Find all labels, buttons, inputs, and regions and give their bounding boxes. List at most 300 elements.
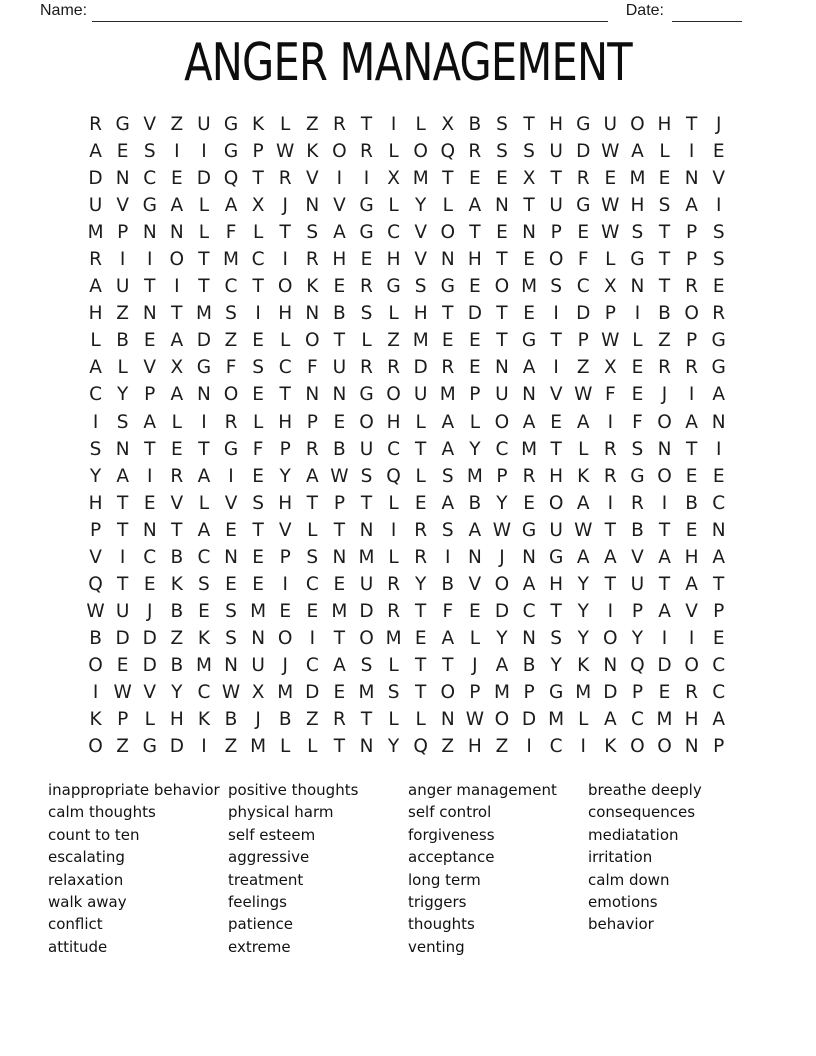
grid-cell: C (387, 222, 401, 244)
word-list-item: mediatation (588, 825, 679, 844)
word-list-item: aggressive (228, 848, 310, 867)
grid-cell: D (657, 654, 672, 676)
grid-cell: D (494, 600, 510, 622)
grid-cell: T (469, 222, 481, 244)
grid-cell: S (225, 600, 237, 622)
grid-cell: I (147, 465, 153, 487)
grid-cell: L (388, 141, 399, 163)
word-list-item: relaxation (48, 870, 124, 889)
grid-cell: T (198, 249, 210, 271)
grid-cell: N (332, 546, 347, 568)
grid-cell: Q (413, 736, 428, 758)
grid-cell: E (604, 168, 617, 190)
grid-cell: E (631, 384, 644, 406)
grid-cell: A (522, 357, 536, 379)
grid-cell: C (549, 736, 563, 758)
grid-cell: N (440, 709, 455, 731)
grid-cell: E (685, 519, 698, 541)
grid-cell: R (658, 357, 671, 379)
grid-cell: P (89, 519, 102, 541)
grid-cell: I (363, 168, 370, 190)
grid-cell: S (441, 519, 454, 541)
grid-cell: A (170, 384, 184, 406)
grid-cell: A (658, 600, 671, 622)
grid-cell: Z (576, 357, 590, 379)
grid-cell: H (88, 492, 103, 514)
grid-cell: O (169, 249, 185, 271)
word-list-item: irritation (588, 848, 653, 867)
grid-cell: T (685, 114, 698, 136)
grid-cell: W (601, 330, 620, 352)
grid-cell: G (142, 736, 157, 758)
grid-cell: U (115, 600, 130, 622)
grid-cell: L (198, 195, 210, 217)
grid-cell: C (712, 682, 726, 703)
grid-cell: S (550, 276, 563, 298)
grid-cell: W (330, 465, 349, 487)
grid-cell: O (494, 411, 510, 433)
grid-cell: P (523, 682, 535, 703)
word-list-item: consequences (588, 803, 696, 822)
grid-cell: G (548, 682, 564, 703)
grid-cell: S (360, 654, 373, 676)
grid-cell: R (89, 249, 102, 271)
grid-cell: H (386, 249, 401, 271)
grid-cell: E (469, 330, 481, 352)
grid-cell: T (116, 492, 129, 514)
grid-cell: H (332, 249, 347, 271)
grid-cell: C (143, 168, 157, 190)
grid-cell: N (440, 249, 455, 271)
grid-cell: H (278, 492, 293, 514)
grid-cell: Z (116, 303, 129, 325)
grid-cell: I (201, 141, 207, 163)
grid-cell: Y (631, 627, 644, 649)
grid-cell: U (332, 357, 347, 379)
grid-cell: A (170, 195, 184, 217)
grid-cell: Y (577, 627, 589, 649)
grid-cell: I (119, 249, 126, 271)
grid-cell: R (170, 465, 184, 487)
grid-cell: H (467, 249, 482, 271)
grid-cell: C (89, 384, 102, 406)
grid-cell: A (712, 709, 726, 731)
grid-cell: L (307, 519, 318, 541)
grid-cell: M (466, 465, 483, 487)
word-list-item: self esteem (228, 825, 316, 844)
grid-cell: B (468, 492, 482, 514)
grid-cell: S (414, 276, 427, 298)
grid-cell: A (712, 546, 726, 568)
grid-cell: G (630, 465, 645, 487)
grid-cell: G (548, 546, 564, 568)
date-fill-line (672, 5, 742, 22)
grid-cell: U (603, 114, 618, 136)
grid-cell: D (196, 168, 212, 190)
grid-cell: W (492, 519, 512, 541)
grid-cell: A (576, 411, 590, 433)
grid-cell: Z (224, 330, 238, 352)
grid-cell: I (390, 519, 397, 541)
grid-cell: A (89, 141, 102, 163)
grid-cell: T (333, 627, 346, 649)
grid-cell: N (711, 519, 726, 541)
grid-cell: H (278, 411, 293, 433)
grid-cell: A (522, 573, 536, 595)
grid-cell: E (116, 654, 129, 676)
grid-cell: V (631, 546, 644, 568)
grid-cell: Y (550, 654, 562, 676)
grid-cell: E (170, 438, 183, 460)
grid-cell: P (252, 141, 264, 163)
grid-cell: U (251, 654, 265, 676)
grid-cell: A (522, 411, 536, 433)
grid-cell: A (685, 573, 698, 595)
grid-cell: E (469, 600, 481, 622)
grid-cell: I (336, 168, 343, 190)
grid-cell: F (577, 249, 589, 271)
grid-cell: I (174, 276, 180, 298)
grid-cell: Y (496, 492, 508, 514)
grid-cell: D (142, 627, 157, 649)
grid-cell: T (658, 222, 671, 244)
grid-cell: G (576, 195, 591, 217)
grid-cell: H (386, 411, 401, 433)
grid-cell: L (252, 222, 264, 244)
grid-cell: N (657, 438, 672, 460)
grid-cell: A (170, 330, 184, 352)
word-list (48, 779, 768, 958)
grid-cell: H (549, 114, 564, 136)
grid-cell: O (413, 141, 428, 163)
grid-cell: E (685, 465, 698, 487)
grid-cell: V (89, 546, 102, 568)
name-label: Name: (40, 2, 88, 19)
grid-cell: I (607, 600, 614, 622)
grid-cell: I (390, 114, 397, 136)
grid-cell: L (442, 195, 453, 217)
grid-cell: R (305, 249, 319, 271)
grid-cell: H (278, 303, 293, 325)
grid-cell: W (465, 709, 484, 731)
grid-cell: L (361, 330, 372, 352)
grid-cell: E (523, 303, 535, 325)
grid-cell: T (496, 303, 508, 325)
grid-cell: N (305, 195, 320, 217)
date-label: Date: (625, 2, 664, 19)
grid-cell: R (332, 114, 346, 136)
grid-cell: N (332, 384, 347, 406)
grid-cell: G (196, 357, 212, 379)
grid-cell: N (305, 303, 320, 325)
grid-cell: V (143, 682, 157, 703)
grid-cell: O (332, 141, 347, 163)
grid-cell: K (89, 709, 102, 731)
grid-cell: C (251, 249, 265, 271)
grid-cell: A (604, 709, 617, 731)
grid-cell: T (333, 519, 346, 541)
grid-cell: L (171, 411, 182, 433)
grid-cell: X (441, 114, 455, 136)
word-list-item: self control (408, 803, 492, 822)
grid-cell: L (388, 654, 399, 676)
grid-cell: O (494, 276, 510, 298)
grid-cell: S (225, 303, 237, 325)
grid-cell: M (521, 276, 538, 298)
grid-cell: E (143, 573, 156, 595)
grid-cell: Z (224, 736, 238, 758)
grid-cell: N (522, 222, 536, 244)
grid-cell: A (576, 546, 590, 568)
grid-cell: X (251, 195, 265, 217)
grid-cell: M (521, 438, 538, 460)
grid-cell: B (170, 546, 184, 568)
grid-cell: A (197, 465, 211, 487)
grid-cell: G (223, 141, 239, 163)
grid-cell: P (631, 600, 643, 622)
grid-cell: J (282, 654, 288, 676)
grid-cell: N (197, 384, 211, 406)
grid-cell: Z (387, 330, 400, 352)
grid-cell: S (631, 222, 644, 244)
grid-cell: H (169, 709, 184, 731)
grid-cell: F (252, 438, 264, 460)
grid-cell: E (523, 492, 535, 514)
grid-cell: T (306, 492, 318, 514)
grid-cell: I (634, 303, 641, 325)
grid-cell: O (657, 465, 672, 487)
grid-cell: Y (415, 195, 427, 217)
grid-cell: A (576, 492, 590, 514)
grid-cell: O (657, 736, 672, 758)
grid-cell: C (224, 276, 238, 298)
grid-cell: N (359, 736, 374, 758)
grid-cell: C (387, 438, 401, 460)
grid-cell: M (493, 682, 510, 703)
grid-cell: M (277, 682, 294, 703)
grid-cell: D (467, 303, 482, 325)
grid-cell: V (712, 168, 726, 190)
grid-cell: U (549, 141, 563, 163)
grid-cell: E (333, 276, 346, 298)
grid-cell: O (305, 330, 320, 352)
grid-cell: L (578, 709, 589, 731)
grid-cell: I (309, 627, 316, 649)
grid-cell: T (604, 519, 616, 541)
grid-cell: I (119, 546, 126, 568)
grid-cell: R (685, 357, 699, 379)
grid-cell: T (144, 276, 156, 298)
grid-cell: Q (88, 573, 103, 595)
grid-cell: R (360, 276, 373, 298)
grid-cell: B (333, 303, 346, 325)
grid-cell: A (197, 519, 211, 541)
grid-cell: I (553, 303, 559, 325)
grid-cell: S (523, 141, 535, 163)
grid-cell: N (142, 303, 157, 325)
grid-cell: T (496, 330, 508, 352)
grid-cell: T (252, 519, 264, 541)
grid-cell: E (333, 682, 346, 703)
grid-cell: D (305, 682, 320, 703)
grid-cell: N (711, 411, 726, 433)
grid-cell: L (469, 411, 481, 433)
grid-cell: I (147, 249, 153, 271)
grid-cell: C (143, 546, 157, 568)
grid-cell: S (116, 411, 129, 433)
grid-cell: W (113, 682, 132, 703)
word-list-item: positive thoughts (228, 781, 359, 799)
grid-cell: E (360, 249, 373, 271)
grid-cell: L (198, 492, 210, 514)
grid-cell: G (440, 276, 455, 298)
grid-cell: B (224, 709, 238, 731)
grid-cell: T (360, 114, 373, 136)
grid-cell: E (523, 249, 535, 271)
grid-cell: E (414, 627, 427, 649)
grid-cell: D (142, 654, 157, 676)
grid-cell: M (385, 627, 402, 649)
word-list-item: count to ten (48, 825, 140, 844)
grid-cell: E (469, 168, 481, 190)
grid-cell: D (576, 141, 591, 163)
grid-cell: H (684, 709, 699, 731)
grid-cell: E (712, 276, 725, 298)
grid-cell: I (607, 492, 614, 514)
puzzle-title: ANGER MANAGEMENT (184, 33, 632, 93)
grid-cell: X (251, 682, 265, 703)
grid-cell: L (280, 736, 291, 758)
grid-cell: R (89, 114, 102, 136)
grid-cell: M (331, 600, 348, 622)
grid-cell: Y (577, 573, 589, 595)
word-list-item: physical harm (228, 803, 334, 822)
grid-cell: A (305, 465, 319, 487)
grid-cell: N (251, 627, 266, 649)
grid-cell: H (549, 573, 564, 595)
grid-cell: B (333, 438, 346, 460)
grid-cell: G (711, 330, 726, 352)
grid-cell: T (415, 682, 427, 703)
grid-cell: E (279, 600, 292, 622)
grid-cell: C (495, 438, 509, 460)
grid-cell: J (255, 709, 261, 731)
grid-cell: U (197, 114, 211, 136)
grid-cell: S (496, 141, 508, 163)
grid-cell: P (686, 249, 698, 271)
grid-cell: T (550, 168, 562, 190)
grid-cell: S (306, 222, 319, 244)
grid-cell: U (359, 573, 374, 595)
grid-cell: A (685, 195, 698, 217)
grid-cell: D (196, 330, 212, 352)
grid-cell: B (685, 492, 698, 514)
grid-cell: S (387, 682, 400, 703)
grid-cell: A (116, 465, 129, 487)
grid-cell: Z (305, 114, 319, 136)
grid-cell: V (468, 573, 482, 595)
grid-cell: T (116, 519, 129, 541)
grid-cell: M (656, 709, 673, 731)
grid-cell: Z (658, 330, 671, 352)
word-list-item: behavior (588, 915, 654, 934)
grid-cell: A (224, 195, 238, 217)
grid-cell: N (522, 546, 536, 568)
grid-cell: O (223, 384, 239, 406)
grid-cell: O (359, 411, 374, 433)
grid-cell: T (442, 303, 454, 325)
grid-cell: A (631, 141, 644, 163)
grid-cell: G (359, 222, 374, 244)
grid-cell: R (685, 682, 699, 703)
word-list-item: feelings (228, 893, 287, 912)
grid-cell: E (198, 600, 210, 622)
grid-cell: G (711, 357, 726, 379)
grid-cell: D (115, 627, 130, 649)
grid-cell: L (252, 411, 264, 433)
word-list-item: emotions (588, 893, 658, 912)
grid-cell: T (550, 330, 562, 352)
grid-cell: T (442, 654, 454, 676)
grid-cell: K (306, 141, 319, 163)
grid-cell: E (712, 465, 725, 487)
grid-cell: S (252, 357, 264, 379)
grid-cell: U (549, 519, 563, 541)
grid-cell: T (658, 249, 671, 271)
grid-cell: E (116, 141, 129, 163)
grid-cell: V (116, 195, 129, 217)
grid-cell: P (279, 438, 291, 460)
grid-cell: M (412, 168, 429, 190)
grid-cell: M (548, 709, 565, 731)
grid-cell: A (468, 519, 482, 541)
grid-cell: Y (469, 438, 481, 460)
grid-cell: I (282, 249, 288, 271)
grid-cell: I (228, 465, 234, 487)
grid-cell: R (685, 276, 699, 298)
grid-cell: W (601, 141, 620, 163)
grid-cell: T (252, 168, 264, 190)
grid-cell: L (415, 709, 426, 731)
grid-cell: P (631, 682, 643, 703)
grid-cell: O (88, 736, 103, 758)
word-list-column (48, 779, 228, 958)
grid-cell: L (198, 222, 210, 244)
grid-cell: N (603, 654, 618, 676)
grid-cell: T (550, 438, 562, 460)
word-list-item: treatment (228, 870, 304, 889)
grid-cell: E (143, 330, 156, 352)
grid-cell: L (144, 709, 155, 731)
grid-cell: T (442, 168, 454, 190)
grid-cell: T (360, 709, 373, 731)
word-list-item: attitude (48, 937, 108, 956)
grid-cell: I (580, 736, 586, 758)
grid-cell: I (661, 627, 668, 649)
grid-cell: S (225, 627, 237, 649)
grid-cell: L (415, 465, 426, 487)
grid-cell: V (549, 384, 563, 406)
grid-cell: A (712, 384, 726, 406)
grid-cell: P (604, 303, 616, 325)
grid-cell: T (333, 330, 346, 352)
grid-cell: P (713, 600, 725, 622)
grid-cell: Z (170, 627, 184, 649)
grid-cell: R (387, 357, 400, 379)
grid-cell: E (333, 411, 346, 433)
grid-cell: R (712, 303, 726, 325)
grid-cell: A (89, 276, 102, 298)
